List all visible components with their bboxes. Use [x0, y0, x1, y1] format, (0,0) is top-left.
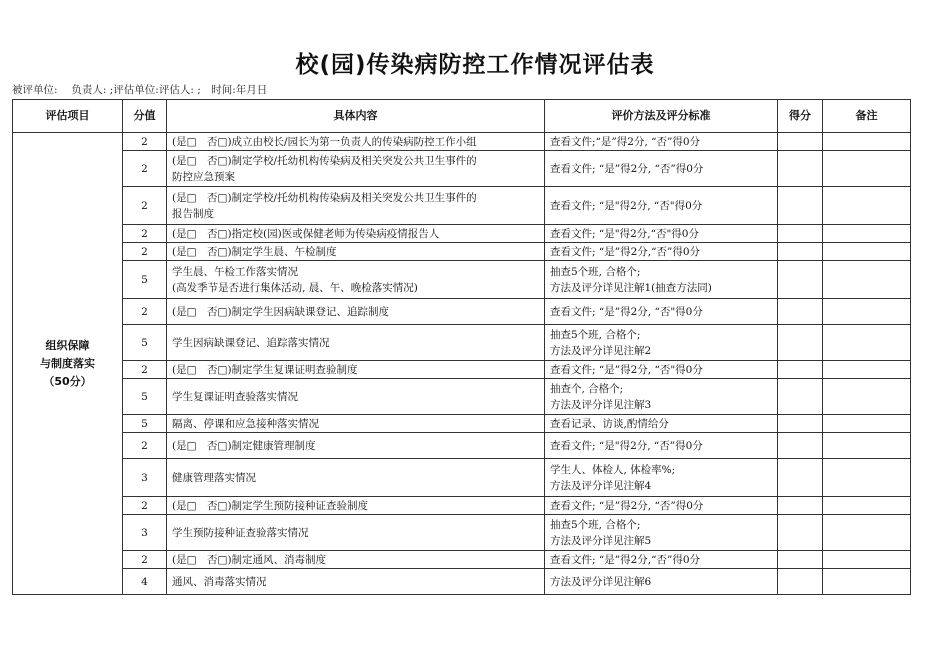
got-score-cell[interactable]	[778, 459, 823, 497]
content-cell	[167, 151, 545, 187]
got-score-cell[interactable]	[778, 325, 823, 361]
content-cell	[167, 497, 545, 515]
content-cell	[167, 187, 545, 225]
content-cell	[167, 569, 545, 595]
category-label: （50分）	[43, 374, 92, 388]
score-cell: 2	[123, 243, 167, 261]
table-row	[13, 151, 911, 187]
score-cell: 5	[123, 325, 167, 361]
evaluation-info-line: 被评单位: 负责人: ;评估单位:评估人: ; 时间:年月日	[12, 84, 268, 96]
content-line: 隔离、停课和应急接种落实情况	[172, 417, 319, 430]
table-body	[13, 133, 911, 595]
method-cell	[545, 133, 778, 151]
got-score-cell[interactable]	[778, 133, 823, 151]
got-score-cell[interactable]	[778, 379, 823, 415]
content-line: (是□ 否□)制定健康管理制度	[172, 439, 316, 452]
content-cell	[167, 551, 545, 569]
category-label: 与制度落实	[40, 356, 95, 370]
method-line: 查看文件; “是”得2分, “否”得0分	[550, 162, 704, 175]
method-line: 查看文件; “是"得2分, “否"得0分	[550, 199, 703, 212]
content-line: (是□ 否□)制定学生复课证明查验制度	[172, 363, 358, 376]
method-line: 查看文件; “是”得2分, “否"得0分	[550, 363, 703, 376]
method-cell	[545, 497, 778, 515]
table-row	[13, 299, 911, 325]
score-cell: 2	[123, 299, 167, 325]
method-line: 抽查个, 合格个;	[550, 382, 624, 395]
method-line: 查看文件; “是”得2分,“否”得0分	[550, 553, 701, 566]
note-cell[interactable]	[823, 415, 911, 433]
method-cell	[545, 361, 778, 379]
method-line: 查看文件;“是”得2分, “否”得0分	[550, 135, 701, 148]
method-line: 抽查5个班, 合格个;	[550, 328, 641, 341]
method-line: 查看文件; “是"得2分,“否"得0分	[550, 227, 699, 240]
content-line: 防控应急预案	[172, 170, 235, 183]
note-cell[interactable]	[823, 187, 911, 225]
method-cell	[545, 433, 778, 459]
method-cell	[545, 243, 778, 261]
method-line: 查看文件; “是”得2分, “否”得0分	[550, 499, 704, 512]
got-score-cell[interactable]	[778, 243, 823, 261]
method-cell	[545, 515, 778, 551]
table-row	[13, 379, 911, 415]
method-line: 抽查5个班, 合格个;	[550, 518, 641, 531]
method-line: 方法及评分详见注解5	[550, 534, 652, 547]
method-cell	[545, 415, 778, 433]
got-score-cell[interactable]	[778, 551, 823, 569]
got-score-cell[interactable]	[778, 569, 823, 595]
note-cell[interactable]	[823, 225, 911, 243]
method-cell	[545, 379, 778, 415]
method-line: 方法及评分详见注解2	[550, 344, 652, 357]
content-line: (高发季节是否进行集体活动, 晨、午、晚检落实情况)	[172, 281, 418, 294]
score-cell: 5	[123, 261, 167, 299]
got-score-cell[interactable]	[778, 299, 823, 325]
method-cell	[545, 225, 778, 243]
note-cell[interactable]	[823, 325, 911, 361]
content-cell	[167, 325, 545, 361]
score-cell: 2	[123, 225, 167, 243]
got-score-cell[interactable]	[778, 151, 823, 187]
note-cell[interactable]	[823, 261, 911, 299]
table-row	[13, 187, 911, 225]
table-row	[13, 515, 911, 551]
got-score-cell[interactable]	[778, 261, 823, 299]
score-cell: 5	[123, 415, 167, 433]
content-line: 学生预防接种证查验落实情况	[172, 526, 309, 539]
method-cell	[545, 459, 778, 497]
score-cell: 2	[123, 151, 167, 187]
content-cell	[167, 433, 545, 459]
content-cell	[167, 361, 545, 379]
table-row	[13, 261, 911, 299]
content-line: 学生晨、午检工作落实情况	[172, 265, 298, 278]
note-cell[interactable]	[823, 243, 911, 261]
table-row	[13, 415, 911, 433]
page-title: 校(园)传染病防控工作情况评估表	[295, 52, 655, 78]
note-cell[interactable]	[823, 569, 911, 595]
header-note: 备注	[823, 100, 911, 133]
table-row	[13, 243, 911, 261]
content-cell	[167, 415, 545, 433]
content-line: (是□ 否□)制定学校/托幼机构传染病及相关突发公共卫生事件的	[172, 154, 477, 167]
content-cell	[167, 515, 545, 551]
content-cell	[167, 225, 545, 243]
method-cell	[545, 151, 778, 187]
header-method: 评价方法及评分标准	[545, 100, 778, 133]
note-cell[interactable]	[823, 361, 911, 379]
table-row	[13, 361, 911, 379]
method-line: 方法及评分详见注解4	[550, 479, 652, 492]
note-cell[interactable]	[823, 379, 911, 415]
header-content: 具体内容	[167, 100, 545, 133]
method-cell	[545, 299, 778, 325]
got-score-cell[interactable]	[778, 515, 823, 551]
evaluation-table	[12, 99, 911, 595]
category-label: 组织保障	[45, 338, 90, 352]
content-line: 通风、消毒落实情况	[172, 575, 267, 588]
table-row	[13, 325, 911, 361]
content-cell	[167, 379, 545, 415]
content-line: (是□ 否□)制定学生因病缺课登记、追踪制度	[172, 305, 390, 318]
content-line: (是□ 否□)制定学生晨、午检制度	[172, 245, 337, 258]
header-score: 分值	[123, 100, 167, 133]
content-cell	[167, 261, 545, 299]
content-line: 健康管理落实情况	[172, 471, 256, 484]
got-score-cell[interactable]	[778, 433, 823, 459]
content-line: (是□ 否□)指定校(园)医或保健老师为传染病疫情报告人	[172, 227, 440, 240]
table-row	[13, 433, 911, 459]
method-line: 抽查5个班, 合格个;	[550, 265, 641, 278]
table-header-row	[13, 100, 911, 133]
content-line: 学生复课证明查验落实情况	[172, 390, 298, 403]
method-cell	[545, 187, 778, 225]
got-score-cell[interactable]	[778, 361, 823, 379]
note-cell[interactable]	[823, 459, 911, 497]
content-line: (是□ 否□)制定通风、消毒制度	[172, 553, 327, 566]
got-score-cell[interactable]	[778, 225, 823, 243]
score-cell: 2	[123, 187, 167, 225]
method-cell	[545, 325, 778, 361]
category-cell	[13, 133, 123, 595]
method-cell	[545, 551, 778, 569]
score-cell: 5	[123, 379, 167, 415]
score-cell: 2	[123, 497, 167, 515]
content-line: (是□ 否□)成立由校长/园长为第一负责人的传染病防控工作小组	[172, 135, 477, 148]
method-cell	[545, 261, 778, 299]
table-row	[13, 569, 911, 595]
method-line: 学生人、体检人, 体检率%;	[550, 463, 676, 476]
method-line: 查看文件; “是"得2分, “否”得0分	[550, 439, 703, 452]
table-row	[13, 551, 911, 569]
score-cell: 4	[123, 569, 167, 595]
score-cell: 3	[123, 515, 167, 551]
content-cell	[167, 299, 545, 325]
got-score-cell[interactable]	[778, 497, 823, 515]
content-line: (是□ 否□)制定学校/托幼机构传染病及相关突发公共卫生事件的	[172, 191, 477, 204]
method-line: 方法及评分详见注解6	[550, 575, 652, 588]
note-cell[interactable]	[823, 299, 911, 325]
note-cell[interactable]	[823, 151, 911, 187]
content-cell	[167, 243, 545, 261]
score-cell: 3	[123, 459, 167, 497]
got-score-cell[interactable]	[778, 415, 823, 433]
note-cell[interactable]	[823, 497, 911, 515]
note-cell[interactable]	[823, 515, 911, 551]
method-line: 方法及评分详见注解3	[550, 398, 652, 411]
content-line: 学生因病缺课登记、追踪落实情况	[172, 336, 330, 349]
method-line: 查看记录、访谈,酌情给分	[550, 417, 669, 430]
score-cell: 2	[123, 433, 167, 459]
score-cell: 2	[123, 361, 167, 379]
got-score-cell[interactable]	[778, 187, 823, 225]
table-row	[13, 459, 911, 497]
content-cell	[167, 459, 545, 497]
header-item: 评估项目	[13, 100, 123, 133]
table-row	[13, 225, 911, 243]
method-line: 查看文件; “是”得2分, “否"得0分	[550, 305, 703, 318]
note-cell[interactable]	[823, 433, 911, 459]
method-line: 方法及评分详见注解1(抽查方法同)	[550, 281, 712, 294]
content-cell	[167, 133, 545, 151]
content-line: 报告制度	[172, 207, 214, 220]
table-row	[13, 133, 911, 151]
table-row	[13, 497, 911, 515]
method-line: 查看文件; “是”得2分,“否”得0分	[550, 245, 701, 258]
score-cell: 2	[123, 551, 167, 569]
note-cell[interactable]	[823, 133, 911, 151]
score-cell: 2	[123, 133, 167, 151]
header-got: 得分	[778, 100, 823, 133]
content-line: (是□ 否□)制定学生预防接种证查验制度	[172, 499, 369, 512]
method-cell	[545, 569, 778, 595]
note-cell[interactable]	[823, 551, 911, 569]
